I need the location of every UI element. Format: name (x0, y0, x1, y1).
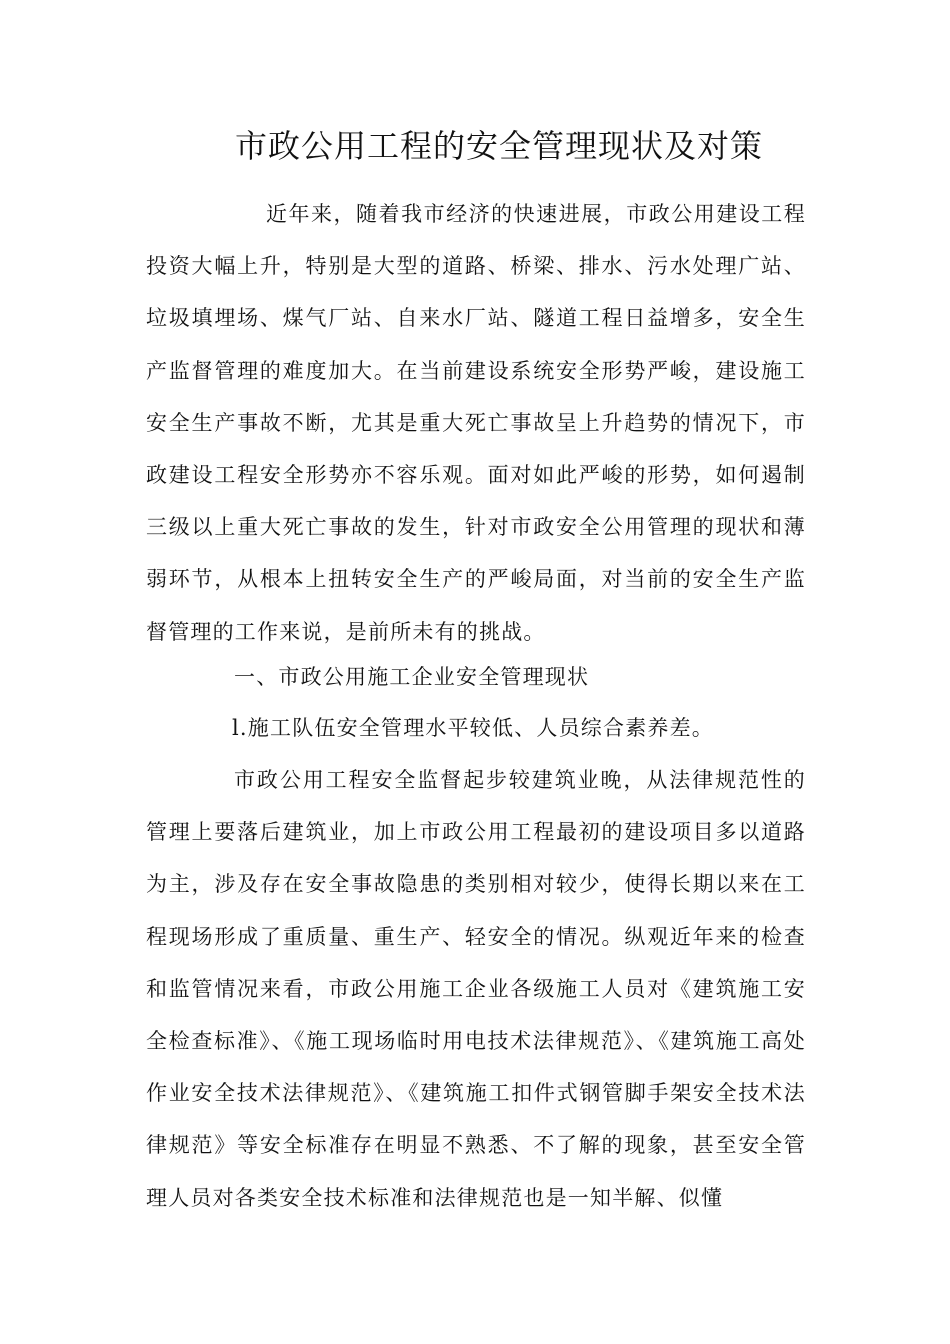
section-heading: 一、市政公用施工企业安全管理现状 (234, 665, 590, 689)
section-paragraph: 市政公用工程安全监督起步较建筑业晚，从法律规范性的管理上要落后建筑业，加上市政公用工程最初的建设项目多以道路为主，涉及存在安全事故隐患的类别相对较少，使得长期以来在工程现场形成了重质量、重生产、轻安全的情况。纵观近年来的检查和监管情况来看，市政公用施工企业各级施工人员对《建筑施工安全检查标准》、《施工现场临时用电技术法律规范》、《建筑施工高处作业安全技术法律规范》、《建筑施工扣件式钢管脚手架安全技术法律规范》等安全标准存在明显不熟悉、不了解的现象，甚至安全管理人员对各类安全技术标准和法律规范也是一知半解、似懂 (146, 768, 806, 1210)
document-title: 市政公用工程的安全管理现状及对策 (234, 127, 763, 165)
intro-paragraph: 近年来，随着我市经济的快速进展，市政公用建设工程投资大幅上升，特别是大型的道路、桥梁、排水、污水处理广站、垃圾填埋场、煤气厂站、自来水厂站、隧道工程日益增多，安全生产监督管理的难度加大。在当前建设系统安全形势严峻，建设施工安全生产事故不断，尤其是重大死亡事故呈上升趋势的情况下，市政建设工程安全形势亦不容乐观。面对如此严峻的形势，如何遏制三级以上重大死亡事故的发生，针对市政安全公用管理的现状和薄弱环节，从根本上扭转安全生产的严峻局面，对当前的安全生产监督管理的工作来说，是前所未有的挑战。 (146, 202, 806, 644)
subsection-heading: l.施工队伍安全管理水平较低、人员综合素养差。 (232, 716, 714, 740)
